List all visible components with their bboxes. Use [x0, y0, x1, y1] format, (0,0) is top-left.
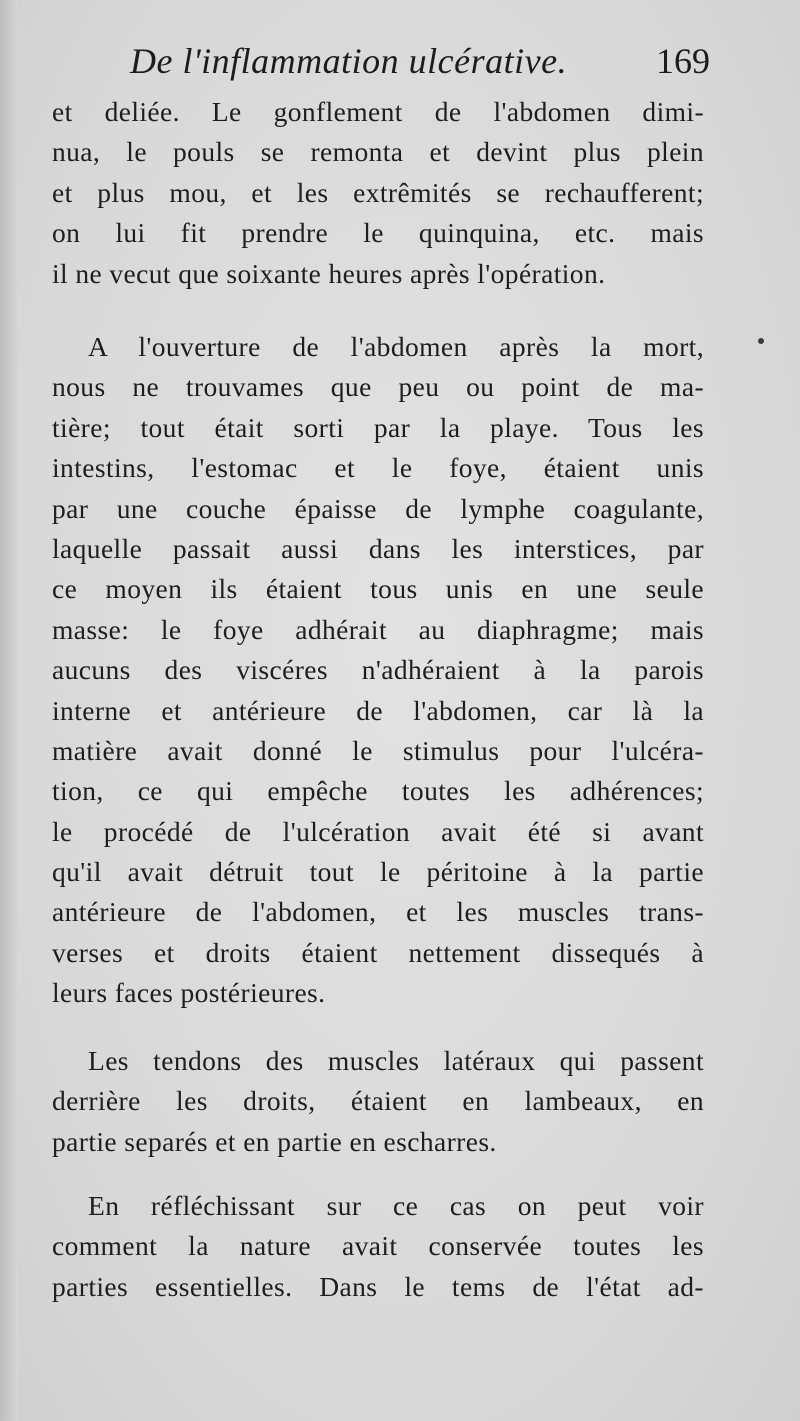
text-line: nous ne trouvames que peu ou point de ma- [52, 371, 704, 403]
text-line: verses et droits étaient nettement dissequés à [52, 936, 704, 968]
text-line: matière avait donné le stimulus pour l'ulcéra- [52, 734, 704, 766]
text-line: derrière les droits, étaient en lambeaux, en [52, 1085, 704, 1117]
text-line: parties essentielles. Dans le tems de l'état ad- [52, 1270, 704, 1302]
page-edge-shadow [0, 0, 18, 1421]
text-line: on lui fit prendre le quinquina, etc. mais [52, 217, 704, 249]
text-line: interne et antérieure de l'abdomen, car là la [52, 694, 704, 726]
paragraph-2 [52, 327, 704, 1014]
text-line: laquelle passait aussi dans les interstices, par [52, 532, 704, 564]
text-line: intestins, l'estomac et le foye, étaient unis [52, 452, 704, 484]
text-line: tion, ce qui empêche toutes les adhérences; [52, 775, 704, 807]
running-title: De l'inflammation ulcérative. [130, 41, 568, 81]
text-line: masse: le foye adhérait au diaphragme; mais [52, 613, 704, 645]
text-line: par une couche épaisse de lymphe coagulante, [52, 492, 704, 524]
text-line: le procédé de l'ulcération avait été si avant [52, 815, 704, 847]
page-number: 169 [656, 41, 710, 81]
text-line: En réfléchissant sur ce cas on peut voir [88, 1190, 704, 1221]
text-line: A l'ouverture de l'abdomen après la mort, [88, 331, 704, 362]
text-line: ce moyen ils étaient tous unis en une seule [52, 573, 704, 605]
text-line: antérieure de l'abdomen, et les muscles trans- [52, 896, 704, 928]
ink-speck [758, 338, 764, 344]
paragraph-3 [52, 1041, 704, 1162]
text-line: Les tendons des muscles latéraux qui passent [88, 1045, 704, 1076]
text-line: et deliée. Le gonflement de l'abdomen dimi- [52, 96, 704, 127]
text-line: il ne vecut que soixante heures après l'opération. [52, 257, 606, 289]
text-line: qu'il avait détruit tout le péritoine à la partie [52, 856, 704, 888]
page-header [130, 40, 710, 90]
text-line: leurs faces postérieures. [52, 977, 326, 1009]
paragraph-1 [52, 92, 704, 294]
text-line: nua, le pouls se remonta et devint plus plein [52, 136, 704, 168]
text-line: comment la nature avait conservée toutes les [52, 1230, 704, 1262]
text-line: tière; tout était sorti par la playe. Tous les [52, 411, 704, 443]
paragraph-4 [52, 1186, 704, 1307]
text-line: partie separés et en partie en escharres. [52, 1125, 497, 1157]
text-line: et plus mou, et les extrêmités se rechaufferent; [52, 176, 704, 208]
text-line: aucuns des viscéres n'adhéraient à la parois [52, 654, 704, 686]
